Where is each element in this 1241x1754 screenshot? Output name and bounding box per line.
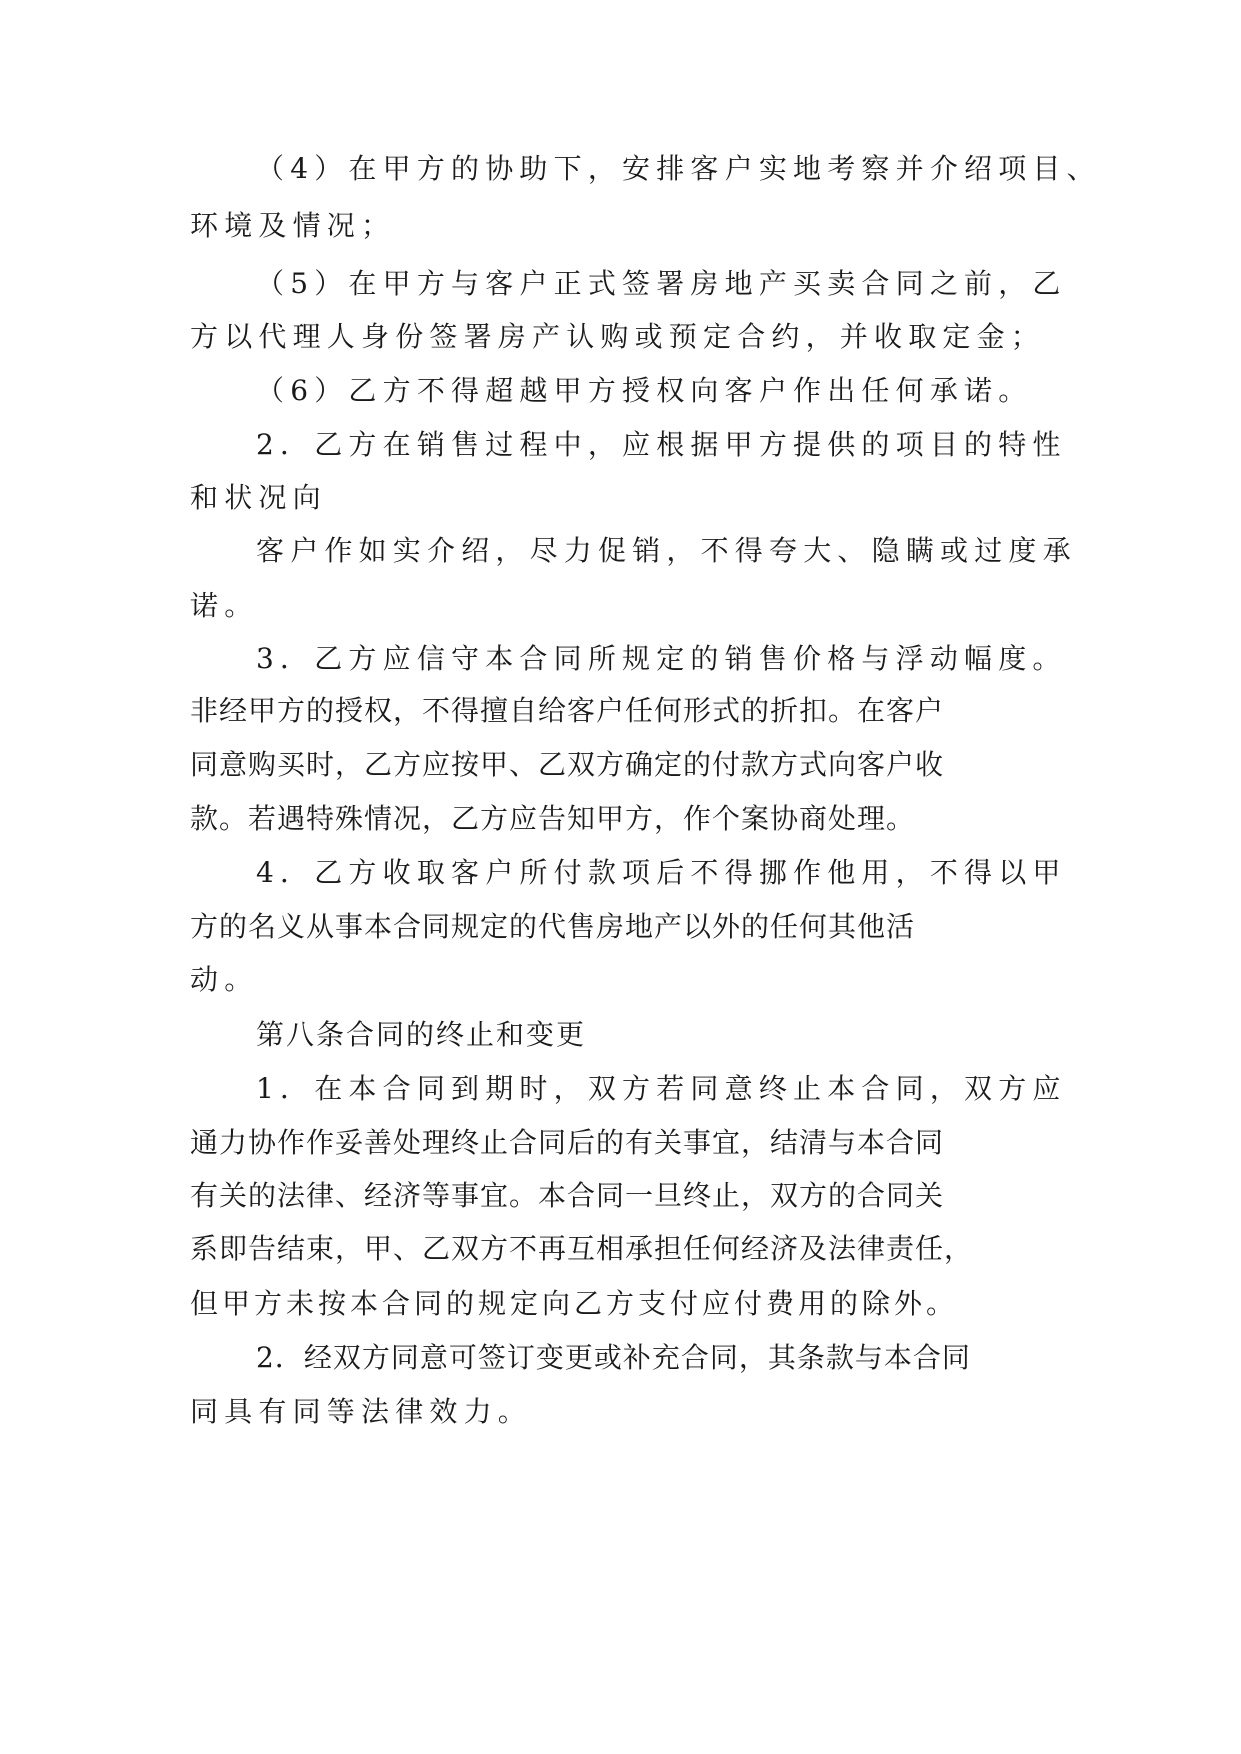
text-line: 方的名义从事本合同规定的代售房地产以外的任何其他活 [190,910,916,943]
text-line: （5）在甲方与客户正式签署房地产买卖合同之前，乙 [256,267,1067,300]
text-line: 环境及情况； [190,209,396,242]
text-line: 动。 [190,963,259,996]
text-line: 客户作如实介绍，尽力促销，不得夸大、隐瞒或过度承 [256,534,1077,567]
text-line: 款。若遇特殊情况，乙方应告知甲方，作个案协商处理。 [190,802,916,835]
text-line: 同具有同等法律效力。 [190,1395,533,1428]
text-line: 同意购买时，乙方应按甲、乙双方确定的付款方式向客户收 [190,748,945,781]
text-line: 3．乙方应信守本合同所规定的销售价格与浮动幅度。 [256,642,1067,675]
text-line: （4）在甲方的协助下，安排客户实地考察并介绍项目、 [256,152,1101,185]
text-line: 诺。 [190,589,259,622]
section-heading: 第八条合同的终止和变更 [256,1018,587,1051]
text-line: 和状况向 [190,481,327,514]
text-line: 1．在本合同到期时，双方若同意终止本合同，双方应 [256,1072,1067,1105]
text-line: 非经甲方的授权，不得擅自给客户任何形式的折扣。在客户 [190,694,945,727]
text-line: 系即告结束，甲、乙双方不再互相承担任何经济及法律责任， [190,1232,974,1265]
text-line: 方以代理人身份签署房产认购或预定合约，并收取定金； [190,320,1046,353]
text-line: 但甲方未按本合同的规定向乙方支付应付费用的除外。 [190,1287,959,1320]
text-line: 4．乙方收取客户所付款项后不得挪作他用，不得以甲 [256,856,1067,889]
text-line: 通力协作作妥善处理终止合同后的有关事宜，结清与本合同 [190,1126,945,1159]
text-line: （6）乙方不得超越甲方授权向客户作出任何承诺。 [256,374,1033,407]
text-line: 2．经双方同意可签订变更或补充合同，其条款与本合同 [256,1341,971,1374]
text-line: 有关的法律、经济等事宜。本合同一旦终止，双方的合同关 [190,1179,945,1212]
text-line: 2．乙方在销售过程中，应根据甲方提供的项目的特性 [256,428,1067,461]
